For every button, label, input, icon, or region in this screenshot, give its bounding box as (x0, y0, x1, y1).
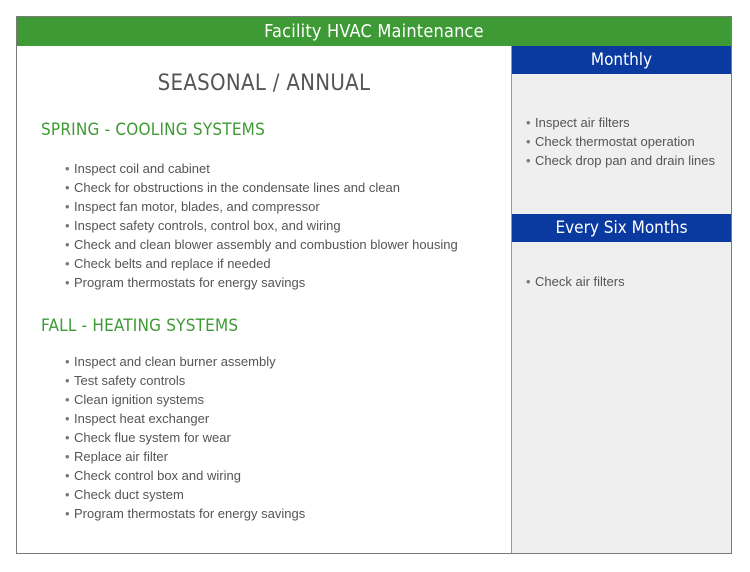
list-item: • Check duct system (65, 485, 305, 504)
fall-task-list (65, 352, 305, 523)
list-item: • Inspect fan motor, blades, and compressor (65, 197, 458, 216)
maintenance-sheet (16, 16, 732, 554)
six-months-heading: Every Six Months (512, 214, 731, 242)
list-item: • Check and clean blower assembly and combustion blower housing (65, 235, 458, 254)
spring-task-list (65, 159, 458, 292)
fall-heading: FALL - HEATING SYSTEMS (41, 316, 239, 336)
monthly-task-list (526, 113, 715, 170)
list-item: • Check control box and wiring (65, 466, 305, 485)
list-item: • Check belts and replace if needed (65, 254, 458, 273)
list-item: • Program thermostats for energy savings (65, 273, 458, 292)
frequency-column (511, 46, 731, 553)
six-months-task-list (526, 272, 625, 291)
page-title: Facility HVAC Maintenance (17, 17, 731, 46)
list-item: • Inspect air filters (526, 113, 715, 132)
list-item: • Check air filters (526, 272, 625, 291)
spring-heading: SPRING - COOLING SYSTEMS (41, 120, 265, 140)
list-item: • Check drop pan and drain lines (526, 151, 715, 170)
list-item: • Inspect and clean burner assembly (65, 352, 305, 371)
list-item: • Test safety controls (65, 371, 305, 390)
list-item: • Inspect safety controls, control box, and wiring (65, 216, 458, 235)
monthly-heading: Monthly (512, 46, 731, 74)
list-item: • Replace air filter (65, 447, 305, 466)
list-item: • Check for obstructions in the condensate lines and clean (65, 178, 458, 197)
list-item: • Check flue system for wear (65, 428, 305, 447)
seasonal-column (17, 46, 511, 553)
list-item: • Program thermostats for energy savings (65, 504, 305, 523)
list-item: • Clean ignition systems (65, 390, 305, 409)
seasonal-heading: SEASONAL / ANNUAL (157, 71, 371, 96)
list-item: • Inspect heat exchanger (65, 409, 305, 428)
list-item: • Inspect coil and cabinet (65, 159, 458, 178)
list-item: • Check thermostat operation (526, 132, 715, 151)
